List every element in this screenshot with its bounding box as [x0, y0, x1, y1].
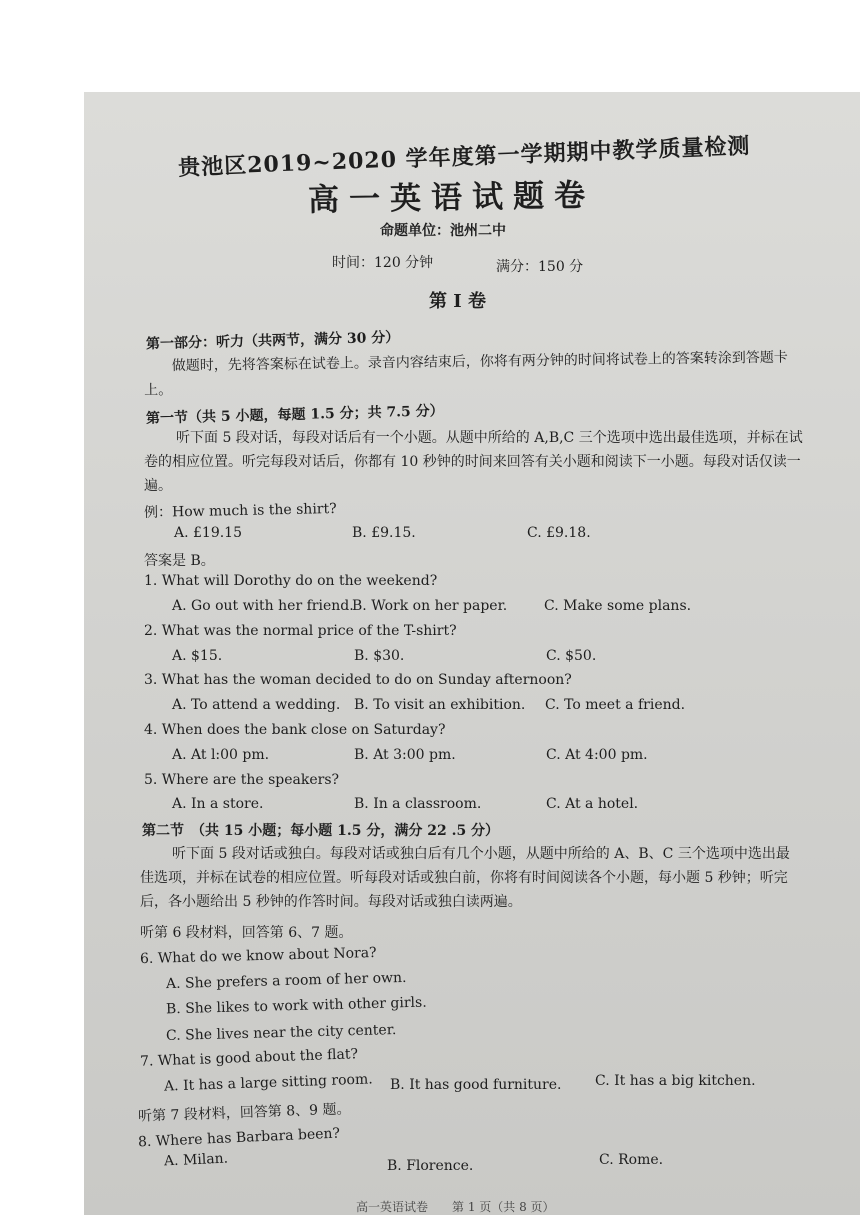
- option-b: B. $30.: [354, 648, 405, 664]
- exam-paper: [84, 92, 860, 1215]
- part1-instruction: 做题时，先将答案标在试卷上。录音内容结束后，你将有两分钟的时间将试卷上的答案转涂到答题卡上。: [144, 349, 788, 399]
- question-6-option-a: A. She prefers a room of her own.: [165, 969, 407, 993]
- question-7-option-b: B. It has good furniture.: [390, 1077, 562, 1093]
- option-a: A. To attend a wedding.: [172, 697, 341, 713]
- question-7-option-a: A. It has a large sitting room.: [163, 1071, 373, 1095]
- question-6-option-c: C. She lives near the city center.: [165, 1021, 397, 1045]
- section2-instruction: 听下面 5 段对话或独白。每段对话或独白后有几个小题，从题中所给的 A、B、C 三个选项中选出最佳选项，并标在试卷的相应位置。听每段对话或独白前，你将有时间阅读各个小题，每小题 5 秒钟；听完后，各小题给出 5 秒钟的作答时间。每段对话或独白读两遍。: [140, 846, 790, 910]
- example-option-a: A. £19.15: [174, 525, 242, 541]
- material-6: 听第 6 段材料，回答第 6、7 题。: [140, 925, 353, 941]
- question-8-option-a: A. Milan.: [163, 1150, 229, 1170]
- volume-title: 第 I 卷: [429, 291, 486, 312]
- example-question: 例：How much is the shirt?: [143, 500, 337, 522]
- question-1: 1. What will Dorothy do on the weekend?: [144, 573, 438, 589]
- material-7: 听第 7 段材料，回答第 8、9 题。: [137, 1101, 351, 1125]
- exam-subtitle: 高一英语试题卷: [307, 177, 596, 219]
- example-option-c: C. £9.18.: [527, 525, 591, 541]
- option-c: C. $50.: [546, 648, 597, 664]
- option-a: A. Go out with her friend.: [172, 598, 354, 614]
- example-option-b: B. £9.15.: [352, 525, 416, 541]
- option-c: C. At a hotel.: [546, 796, 639, 812]
- section1-instruction: 听下面 5 段对话，每段对话后有一个小题。从题中所给的 A,B,C 三个选项中选出最佳选项，并标在试卷的相应位置。听完每段对话后，你都有 10 秒钟的时间来回答有关小题和阅读下一小题。每段对话仅读一遍。: [144, 430, 803, 494]
- exam-time: 时间：120 分钟: [332, 255, 434, 271]
- option-c: C. To meet a friend.: [545, 697, 686, 713]
- question-5: 5. Where are the speakers?: [144, 772, 340, 788]
- option-b: B. Work on her paper.: [352, 598, 508, 614]
- setter-unit: 命题单位：池州二中: [380, 223, 506, 239]
- exam-title: 贵池区2019~2020 学年度第一学期期中教学质量检测: [177, 133, 751, 181]
- question-8-option-c: C. Rome.: [599, 1152, 664, 1168]
- option-a: A. At l:00 pm.: [172, 747, 270, 763]
- option-c: C. Make some plans.: [544, 598, 692, 614]
- question-4: 4. When does the bank close on Saturday?: [144, 722, 446, 738]
- option-b: B. In a classroom.: [354, 796, 482, 812]
- question-2: 2. What was the normal price of the T-shirt?: [144, 623, 457, 639]
- question-7-option-c: C. It has a big kitchen.: [595, 1073, 756, 1089]
- question-6-option-b: B. She likes to work with other girls.: [165, 994, 427, 1018]
- option-b: B. At 3:00 pm.: [354, 747, 456, 763]
- page-footer: 高一英语试卷 第 1 页（共 8 页）: [356, 1200, 555, 1214]
- option-c: C. At 4:00 pm.: [546, 747, 648, 763]
- question-6: 6. What do we know about Nora?: [139, 944, 377, 968]
- option-a: A. In a store.: [172, 796, 264, 812]
- option-b: B. To visit an exhibition.: [354, 697, 526, 713]
- question-7: 7. What is good about the flat?: [139, 1046, 359, 1070]
- section2-heading: 第二节 （共 15 小题；每小题 1.5 分，满分 22 .5 分）: [142, 823, 500, 839]
- option-a: A. $15.: [172, 648, 223, 664]
- question-8: 8. Where has Barbara been?: [137, 1125, 341, 1151]
- question-3: 3. What has the woman decided to do on Sunday afternoon?: [144, 672, 572, 688]
- example-answer: 答案是 B。: [144, 553, 215, 569]
- section1-heading: 第一节（共 5 小题，每题 1.5 分；共 7.5 分）: [145, 403, 444, 427]
- question-8-option-b: B. Florence.: [387, 1158, 474, 1174]
- part1-heading: 第一部分：听力（共两节，满分 30 分）: [145, 329, 400, 353]
- exam-score: 满分：150 分: [496, 259, 584, 275]
